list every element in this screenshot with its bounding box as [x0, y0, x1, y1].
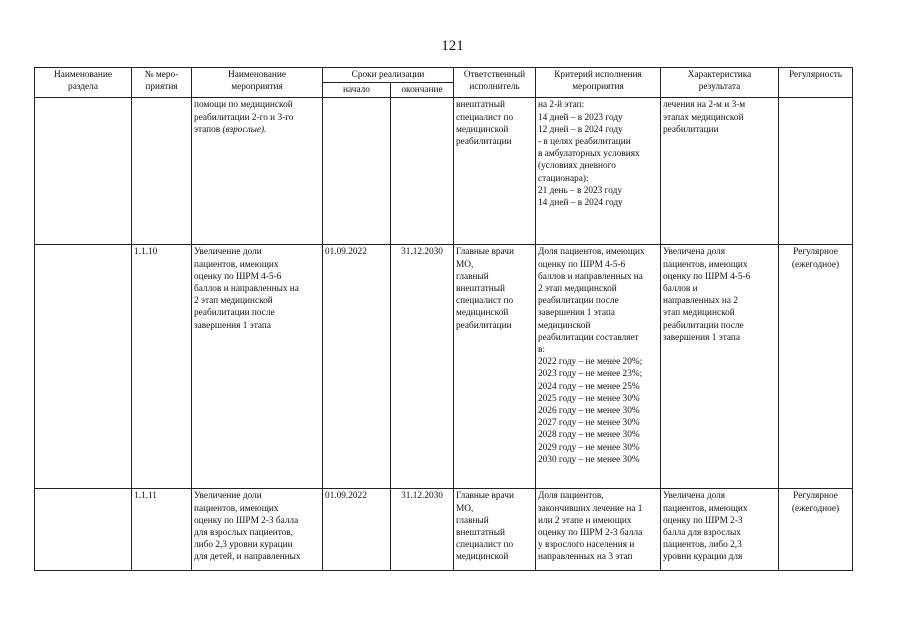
criterion-cell-text: 2027 году – не менее 30% — [538, 418, 640, 429]
result-cell-line — [663, 539, 776, 551]
executor-cell-line — [456, 515, 533, 527]
regularity-cell-text: (ежегодное) — [791, 503, 840, 514]
result-cell-line — [663, 320, 776, 332]
result-cell-text: пациентов, либо 2,3 — [663, 540, 742, 551]
result-cell-text: пациентов, имеющих — [663, 259, 748, 270]
result-cell-text: завершения 1 этапа — [663, 332, 740, 343]
criterion-cell-text: реабилитации после — [538, 296, 619, 307]
measure-name-cell-text: для детей, и направленных — [194, 552, 301, 563]
criterion-cell-line — [538, 490, 658, 502]
result-cell-line — [663, 551, 776, 563]
criterion-cell-line — [538, 429, 658, 441]
regularity-cell-text: (ежегодное) — [791, 259, 840, 270]
table-row — [35, 98, 853, 245]
executor-cell-line — [456, 246, 533, 258]
measure-name-cell-line — [194, 112, 320, 124]
criterion-cell-text: 2022 году – не менее 20%; — [538, 357, 643, 368]
executor-cell-line — [456, 527, 533, 539]
measure-name-cell-text: 2 этап медицинской — [194, 296, 273, 307]
executor-cell-line — [456, 490, 533, 502]
measure-name-cell-text: Увеличение доли — [194, 491, 262, 502]
measure-name-cell — [192, 245, 323, 489]
start-date-cell: 01.09.2022 — [323, 245, 391, 489]
result-cell-text: оценку по ШРМ 2-3 — [663, 515, 743, 526]
measure-name-cell-line — [194, 515, 320, 527]
executor-cell-text: медицинской — [456, 308, 509, 319]
measure-name-cell-text: Увеличение доли — [194, 247, 262, 258]
executor-cell-line — [456, 503, 533, 515]
criterion-cell-line — [538, 99, 658, 111]
executor-cell-line — [456, 283, 533, 295]
criterion-cell-line — [538, 368, 658, 380]
criterion-cell-line — [538, 344, 658, 356]
measure-name-cell — [192, 98, 323, 245]
criterion-cell-line — [538, 320, 658, 332]
measure-name-cell-line — [194, 259, 320, 271]
criterion-cell-text: 2024 году – не менее 25% — [538, 381, 640, 392]
criterion-cell-line — [538, 124, 658, 136]
measure-name-cell-text: реабилитации после — [194, 308, 275, 319]
executor-cell-text: МО, — [456, 503, 474, 514]
header-criterion: Критерий исполнения мероприятия — [536, 68, 661, 98]
measure-name-cell-text: этапов — [194, 124, 221, 135]
section-cell — [35, 98, 132, 245]
measure-name-cell-text: оценку по ШРМ 4-5-6 — [194, 271, 282, 282]
criterion-cell — [536, 489, 661, 571]
criterion-cell-line — [538, 393, 658, 405]
measures-table — [34, 67, 853, 571]
header-section-name: Наименование раздела — [35, 68, 132, 98]
executor-cell-text: специалист по — [456, 112, 514, 123]
measure-name-cell-text: завершения 1 этапа — [194, 320, 271, 331]
regularity-cell-line — [781, 259, 850, 271]
regularity-cell-line — [781, 246, 850, 258]
result-cell-text: оценку по ШРМ 4-5-6 — [663, 271, 751, 282]
criterion-cell-text: реабилитации составляет — [538, 332, 639, 343]
criterion-cell-line — [538, 442, 658, 454]
measure-number-cell: 1.1.11 — [132, 489, 192, 571]
criterion-cell-line — [538, 307, 658, 319]
measure-name-cell-line — [194, 320, 320, 332]
criterion-cell-text: направленных на 3 этап — [538, 552, 633, 563]
result-cell-text: Увеличена доля — [663, 247, 726, 258]
header-end: окончание — [391, 83, 454, 98]
start-date-cell — [323, 98, 391, 245]
executor-cell-line — [456, 99, 533, 111]
criterion-cell-line — [538, 295, 658, 307]
measure-name-cell-line — [194, 271, 320, 283]
criterion-cell-line — [538, 515, 658, 527]
executor-cell-text: реабилитации — [456, 320, 512, 331]
criterion-cell-text: завершения 1 этапа — [538, 308, 615, 319]
executor-cell-text: медицинской — [456, 552, 509, 563]
criterion-cell-text: 2023 году – не менее 23%; — [538, 369, 643, 380]
executor-cell-text: Главные врачи — [456, 247, 514, 258]
measure-name-cell-text: пациентов, имеющих — [194, 503, 279, 514]
result-cell-line — [663, 295, 776, 307]
criterion-cell-line — [538, 136, 658, 148]
section-cell — [35, 489, 132, 571]
regularity-cell-text: Регулярное — [793, 491, 838, 502]
criterion-cell-text: 2025 году – не менее 30% — [538, 393, 640, 404]
criterion-cell-line — [538, 356, 658, 368]
criterion-cell-text: Доля пациентов, имеющих — [538, 247, 645, 258]
regularity-cell — [779, 98, 853, 245]
executor-cell-line — [456, 124, 533, 136]
criterion-cell-text: 2029 году – не менее 30% — [538, 442, 640, 453]
executor-cell-line — [456, 551, 533, 563]
criterion-cell-text: в: — [538, 345, 545, 356]
header-executor: Ответственный исполнитель — [454, 68, 536, 98]
criterion-cell-text: 14 дней – в 2024 году — [538, 198, 623, 209]
criterion-cell-line — [538, 332, 658, 344]
header-measure-name: Наименование мероприятия — [192, 68, 323, 98]
criterion-cell-text: в амбулаторных условиях — [538, 149, 640, 160]
criterion-cell-text: 12 дней – в 2024 году — [538, 124, 623, 135]
criterion-cell-text: медицинской — [538, 320, 591, 331]
criterion-cell-line — [538, 405, 658, 417]
regularity-cell — [779, 489, 853, 571]
measure-name-cell-line — [194, 539, 320, 551]
criterion-cell-text: стационара): — [538, 173, 589, 184]
criterion-cell-line — [538, 246, 658, 258]
criterion-cell-text: (условиях дневного — [538, 161, 616, 172]
result-cell-text: этап медицинской — [663, 308, 735, 319]
page-number: 121 — [441, 38, 464, 54]
measure-number-cell: 1.1.10 — [132, 245, 192, 489]
executor-cell-line — [456, 136, 533, 148]
executor-cell-line — [456, 259, 533, 271]
criterion-cell — [536, 98, 661, 245]
criterion-cell-line — [538, 503, 658, 515]
criterion-cell-text: баллов и направленных на — [538, 271, 643, 282]
criterion-cell-line — [538, 197, 658, 209]
criterion-cell-line — [538, 417, 658, 429]
header-measure-number: № меро- приятия — [132, 68, 192, 98]
measure-name-cell-text: для взрослых пациентов, — [194, 528, 294, 539]
measure-name-cell — [192, 489, 323, 571]
executor-cell — [454, 245, 536, 489]
executor-cell-line — [456, 112, 533, 124]
result-cell-text: реабилитации после — [663, 320, 744, 331]
result-cell-line — [663, 503, 776, 515]
header-start: начало — [323, 83, 391, 98]
section-cell — [35, 245, 132, 489]
regularity-cell-line — [781, 490, 850, 502]
result-cell-text: реабилитации — [663, 124, 719, 135]
result-cell-line — [663, 246, 776, 258]
result-cell-line — [663, 490, 776, 502]
measure-name-cell-italic-note: (взрослые). — [222, 124, 267, 135]
result-cell-text: баллов и — [663, 284, 698, 295]
executor-cell-text: внештатный — [456, 284, 505, 295]
measure-name-cell-text: баллов и направленных на — [194, 284, 299, 295]
criterion-cell-text: 2030 году – не менее 30% — [538, 454, 640, 465]
measure-name-cell-line — [194, 551, 320, 563]
criterion-cell-text: у взрослого населения и — [538, 540, 635, 551]
criterion-cell-line — [538, 112, 658, 124]
executor-cell-text: главный — [456, 515, 489, 526]
header-timing: Сроки реализации — [323, 68, 454, 83]
header-regularity: Регулярность — [779, 68, 853, 98]
criterion-cell-line — [538, 148, 658, 160]
result-cell-text: уровни курации для — [663, 552, 743, 563]
table-row — [35, 245, 853, 489]
result-cell — [661, 98, 779, 245]
result-cell-line — [663, 515, 776, 527]
table-row — [35, 489, 853, 571]
measure-name-cell-line — [194, 99, 320, 111]
executor-cell-line — [456, 539, 533, 551]
executor-cell-text: главный — [456, 271, 489, 282]
criterion-cell-text: или 2 этапе и имеющих — [538, 515, 632, 526]
criterion-cell-line — [538, 259, 658, 271]
criterion-cell-text: - в целях реабилитации — [538, 137, 631, 148]
result-cell — [661, 245, 779, 489]
measure-name-cell-text: оценку по ШРМ 2-3 балла — [194, 515, 299, 526]
result-cell-text: этапах медицинской — [663, 112, 744, 123]
criterion-cell-line — [538, 551, 658, 563]
criterion-cell-line — [538, 160, 658, 172]
measure-name-cell-text: реабилитации 2-го и 3-го — [194, 112, 294, 123]
executor-cell-line — [456, 271, 533, 283]
executor-cell-text: внештатный — [456, 100, 505, 111]
measure-name-cell-line — [194, 246, 320, 258]
regularity-cell — [779, 245, 853, 489]
result-cell-line — [663, 271, 776, 283]
result-cell — [661, 489, 779, 571]
criterion-cell-text: оценку по ШРМ 4-5-6 — [538, 259, 626, 270]
executor-cell-text: МО, — [456, 259, 474, 270]
measure-name-cell-line — [194, 295, 320, 307]
result-cell-line — [663, 283, 776, 295]
result-cell-line — [663, 332, 776, 344]
criterion-cell-line — [538, 283, 658, 295]
criterion-cell-text: 21 день – в 2023 году — [538, 185, 622, 196]
executor-cell-text: внештатный — [456, 528, 505, 539]
end-date-cell: 31.12.2030 — [391, 245, 454, 489]
criterion-cell-line — [538, 185, 658, 197]
criterion-cell-text: закончивших лечение на 1 — [538, 503, 643, 514]
header-result: Характеристика результата — [661, 68, 779, 98]
executor-cell-text: медицинской — [456, 124, 509, 135]
criterion-cell-text: 2 этап медицинской — [538, 284, 617, 295]
measure-name-cell-text: пациентов, имеющих — [194, 259, 279, 270]
result-cell-line — [663, 99, 776, 111]
start-date-cell: 01.09.2022 — [323, 489, 391, 571]
result-cell-line — [663, 124, 776, 136]
result-cell-text: лечения на 2-м и 3-м — [663, 100, 746, 111]
end-date-cell — [391, 98, 454, 245]
result-cell-text: пациентов, имеющих — [663, 503, 748, 514]
measure-name-cell-line — [194, 307, 320, 319]
executor-cell-line — [456, 307, 533, 319]
criterion-cell-text: 2028 году – не менее 30% — [538, 430, 640, 441]
result-cell-line — [663, 307, 776, 319]
executor-cell-line — [456, 320, 533, 332]
executor-cell — [454, 489, 536, 571]
executor-cell-text: специалист по — [456, 296, 514, 307]
executor-cell — [454, 98, 536, 245]
regularity-cell-line — [781, 503, 850, 515]
executor-cell-text: Главные врачи — [456, 491, 514, 502]
criterion-cell — [536, 245, 661, 489]
criterion-cell-text: 14 дней – в 2023 году — [538, 112, 623, 123]
executor-cell-line — [456, 295, 533, 307]
result-cell-line — [663, 112, 776, 124]
criterion-cell-text: Доля пациентов, — [538, 491, 604, 502]
criterion-cell-line — [538, 454, 658, 466]
result-cell-line — [663, 259, 776, 271]
criterion-cell-line — [538, 173, 658, 185]
regularity-cell-text: Регулярное — [793, 247, 838, 258]
executor-cell-text: реабилитации — [456, 137, 512, 148]
criterion-cell-text: 2026 году – не менее 30% — [538, 406, 640, 417]
result-cell-line — [663, 527, 776, 539]
measure-name-cell-text: либо 2,3 уровни курации — [194, 540, 293, 551]
executor-cell-text: специалист по — [456, 540, 514, 551]
end-date-cell: 31.12.2030 — [391, 489, 454, 571]
measure-name-cell-line — [194, 527, 320, 539]
criterion-cell-text: на 2-й этап: — [538, 100, 585, 111]
criterion-cell-line — [538, 539, 658, 551]
measure-number-cell — [132, 98, 192, 245]
result-cell-text: балла для взрослых — [663, 528, 741, 539]
measure-name-cell-line — [194, 283, 320, 295]
measure-name-cell-line — [194, 503, 320, 515]
result-cell-text: направленных на 2 — [663, 296, 739, 307]
criterion-cell-line — [538, 271, 658, 283]
criterion-cell-line — [538, 381, 658, 393]
criterion-cell-text: оценку по ШРМ 2-3 балла — [538, 528, 643, 539]
measure-name-cell-line — [194, 490, 320, 502]
header-row-1 — [35, 68, 853, 83]
measure-name-cell-text: помощи по медицинской — [194, 100, 293, 111]
criterion-cell-line — [538, 527, 658, 539]
result-cell-text: Увеличена доля — [663, 491, 726, 502]
measure-name-cell-line — [194, 124, 320, 136]
